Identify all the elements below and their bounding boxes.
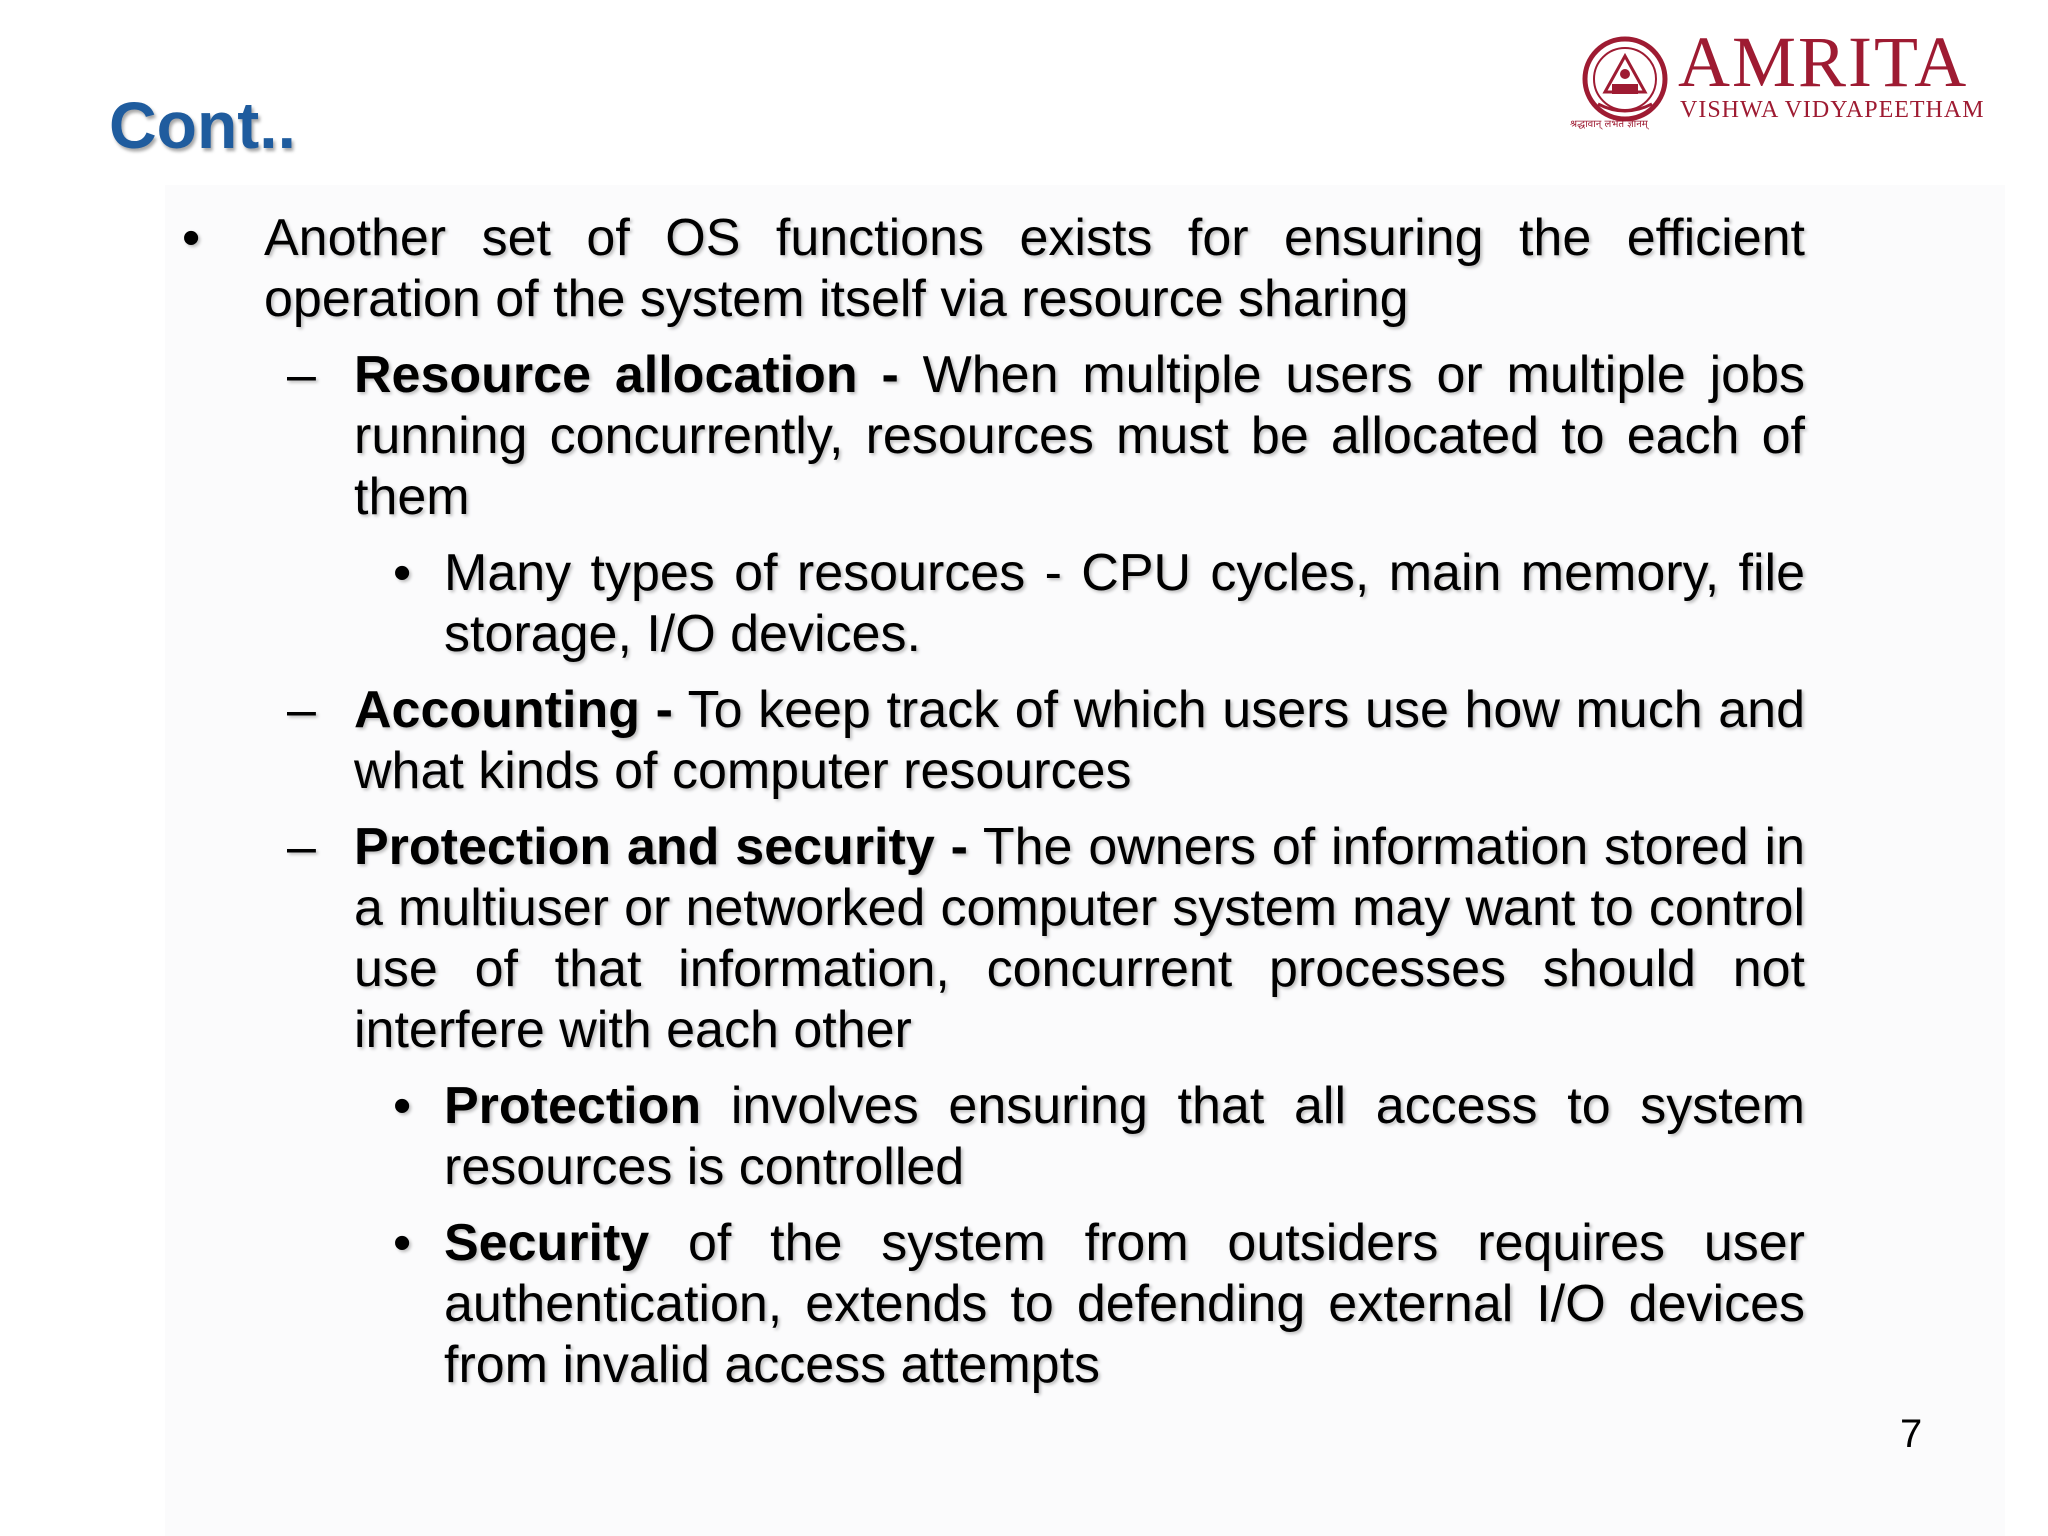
resource-types-text: Many types of resources - CPU cycles, main memory, file storage, I/O devices. [444,544,1805,663]
accounting-text: To keep track of which users use how much and what kinds of computer resources [354,681,1805,800]
slide-title: Cont.. [109,88,296,162]
page-number: 7 [1900,1412,1923,1456]
dash-marker: – [287,818,316,876]
logo-subtitle: VISHWA VIDYAPEETHAM [1680,97,1985,123]
amrita-logo [1570,22,2040,130]
slide-body [180,208,1805,1411]
sub-bullet-accounting [180,680,1805,802]
dash-marker: – [287,681,316,739]
resource-allocation-text: When multiple users or multiple jobs running concurrently, resources must be allocated to each of them [354,346,1806,526]
amrita-emblem-icon [1580,34,1670,124]
bullet-text: Another set of OS functions exists for ensuring the efficient operation of the system itself via resource sharing [264,209,1805,328]
accounting-heading: Accounting - [354,681,673,739]
bullet-marker: • [393,544,412,602]
logo-motto: श्रद्धावान् लभते ज्ञानम् [1570,119,1648,130]
protection-security-text: The owners of information stored in a multiuser or networked computer system may want to control use of that information, concurrent processes should not interfere with each other [354,818,1805,1059]
bullet-os-functions [180,208,1805,330]
sub-bullet-protection-security [180,817,1805,1061]
bullet-marker: • [182,209,201,267]
resource-allocation-heading: Resource allocation - [354,346,899,404]
bullet-marker: • [393,1077,412,1135]
bullet-marker: • [393,1214,412,1272]
dash-marker: – [287,346,316,404]
protection-text: involves ensuring that all access to system resources is controlled [444,1077,1805,1196]
sub-sub-bullet-resource-types [180,543,1805,665]
security-text: of the system from outsiders requires user authentication, extends to defending external I/O devices from invalid access attempts [444,1214,1805,1394]
sub-sub-bullet-security [180,1213,1805,1396]
logo-name: AMRITA [1678,22,1969,102]
protection-heading: Protection [444,1077,702,1135]
sub-sub-bullet-protection [180,1076,1805,1198]
protection-security-heading: Protection and security - [354,818,968,876]
sub-bullet-resource-allocation [180,345,1805,528]
security-heading: Security [444,1214,650,1272]
